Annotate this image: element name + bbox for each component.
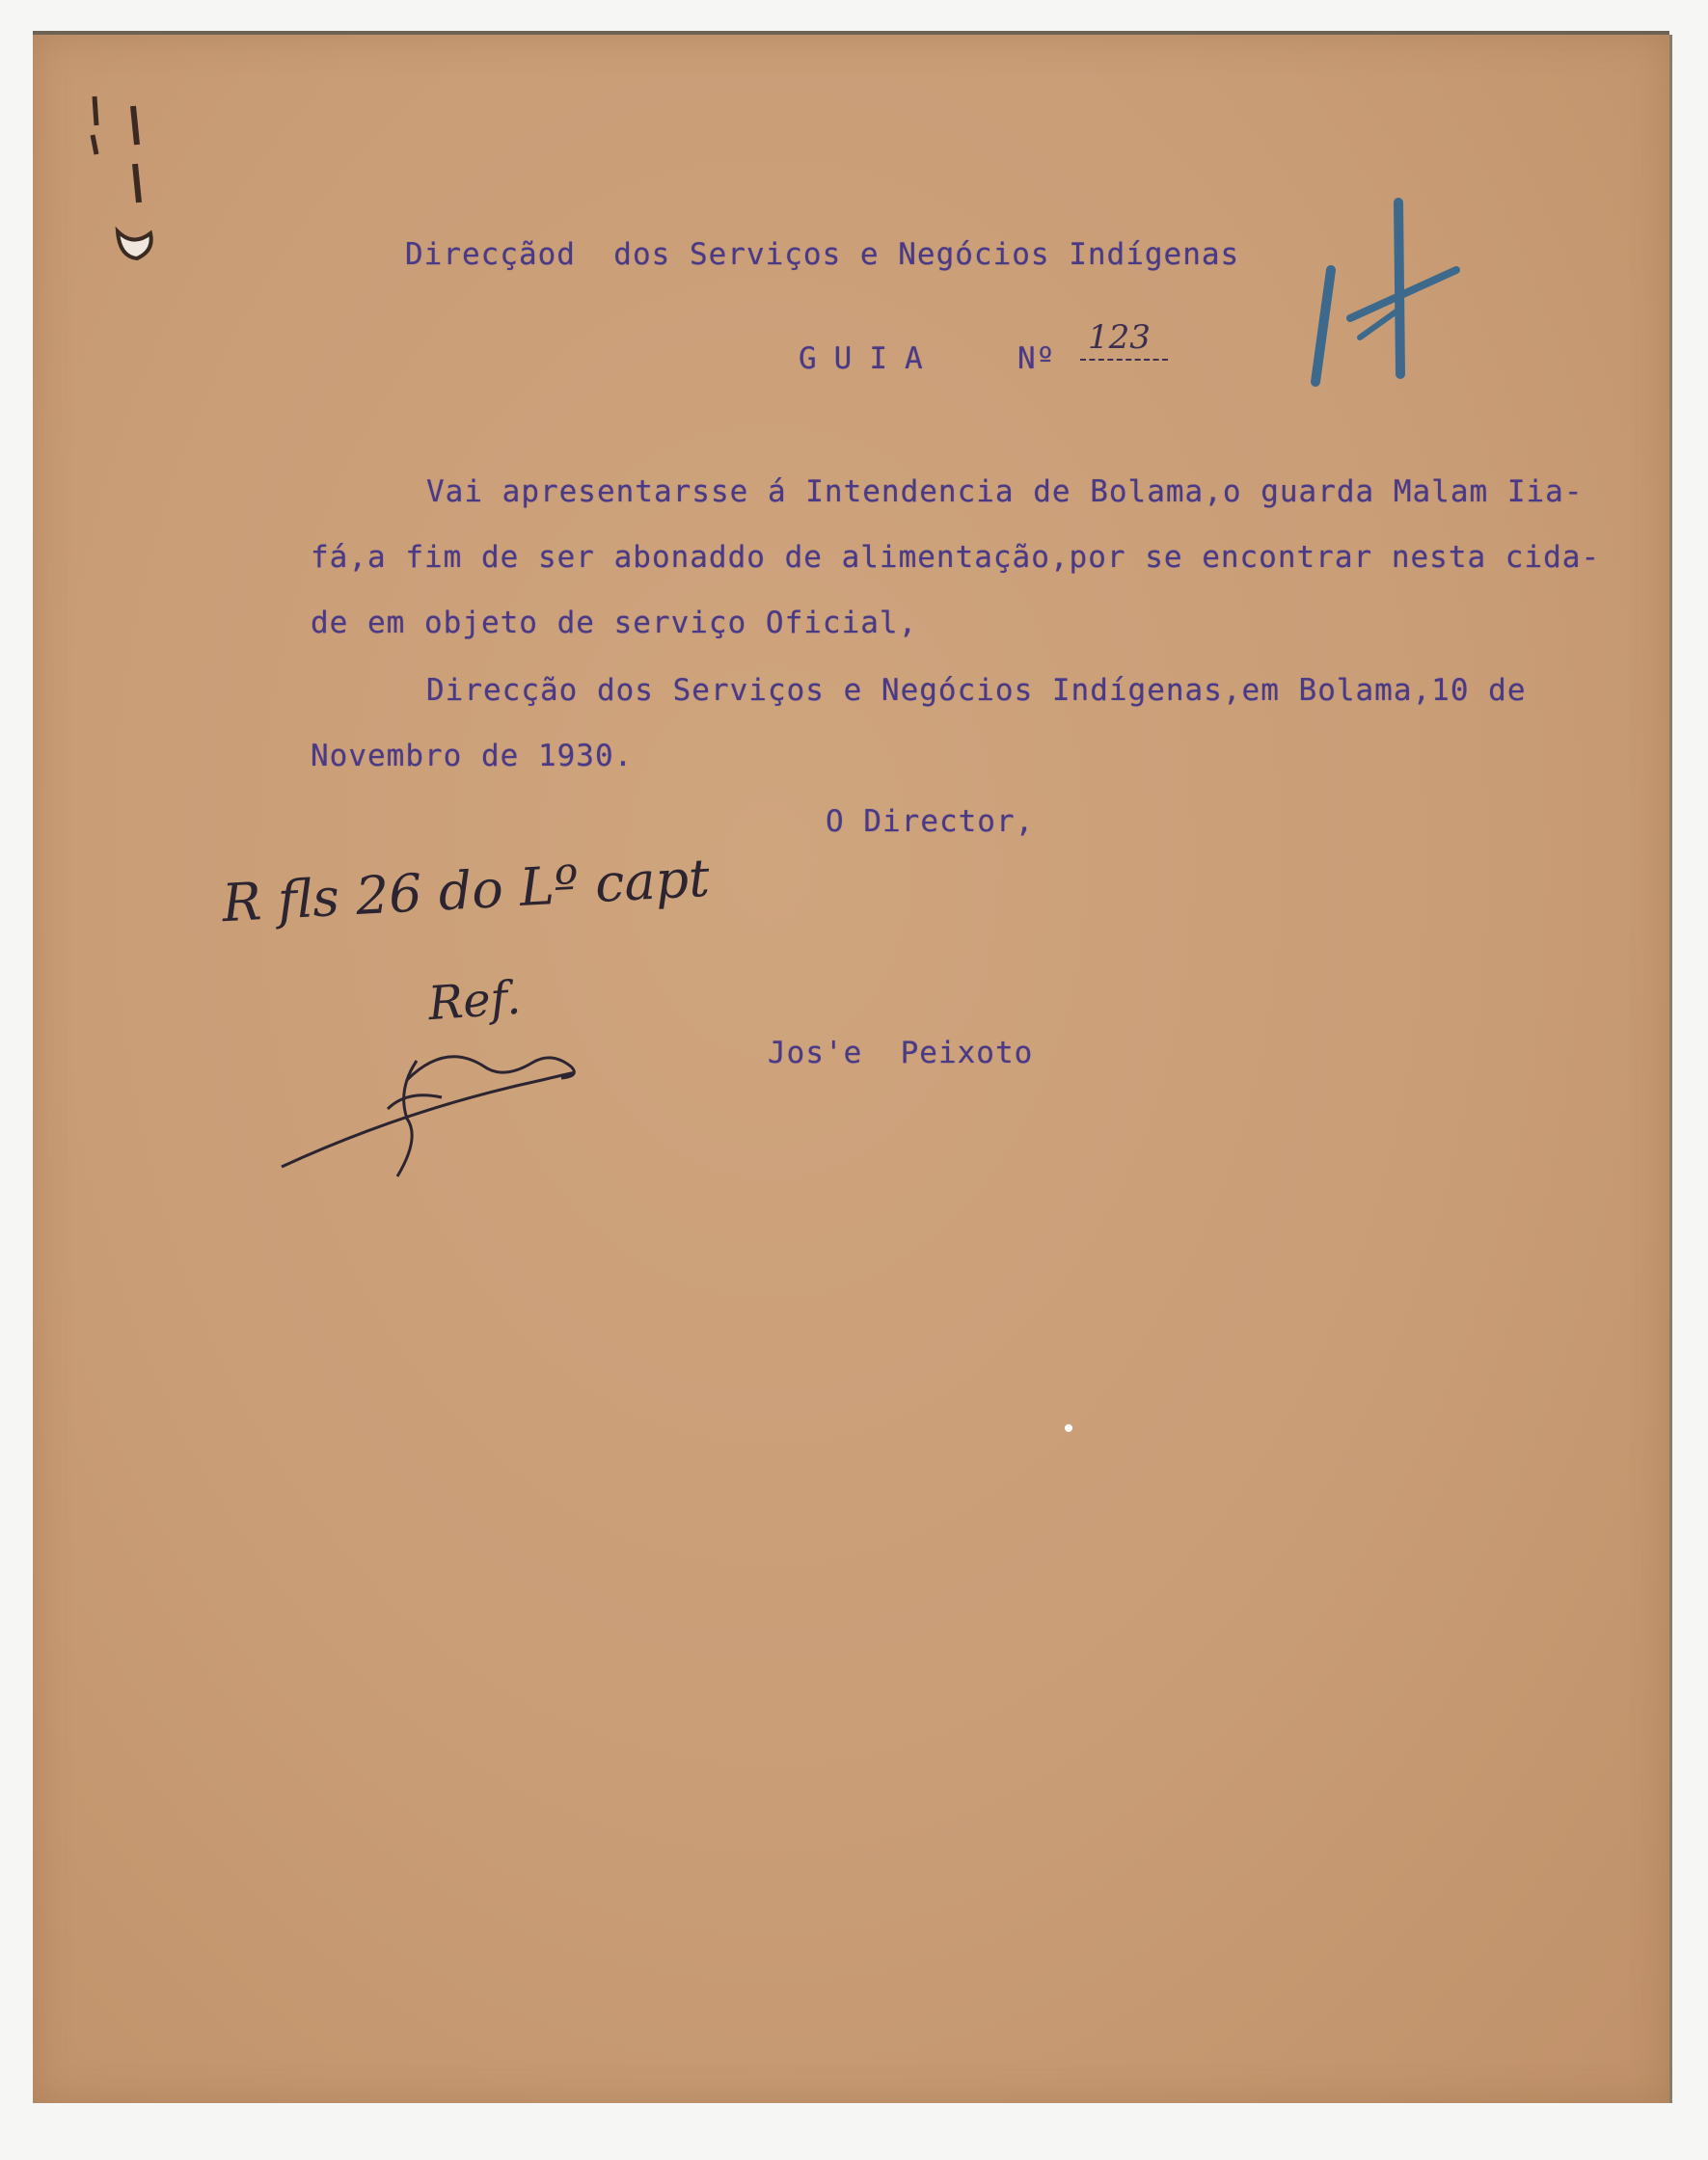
handwritten-note-line-2: Ref.: [426, 970, 523, 1032]
body-line-2: fá,a fim de ser abonaddo de alimentação,por se encontrar nesta cida-: [311, 540, 1601, 575]
body-line-4: Direcção dos Serviços e Negócios Indígenas,em Bolama,10 de: [426, 673, 1527, 708]
department-heading: Direcçãod dos Serviços e Negócios Indígenas: [405, 237, 1240, 272]
body-line-3: de em objeto de serviço Oficial,: [311, 606, 918, 640]
body-line-1: Vai apresentarsse á Intendencia de Bolama,o guarda Malam Iia-: [426, 474, 1584, 509]
body-line-5: Novembro de 1930.: [311, 739, 634, 773]
guia-number-value: 123: [1080, 318, 1168, 361]
handwritten-note-line-1: R fls 26 do Lº capt: [220, 847, 712, 934]
handwritten-signature: [214, 849, 716, 1196]
guia-title: GUIA: [799, 341, 940, 376]
closing-director: O Director,: [826, 804, 1035, 839]
binding-holes: [58, 58, 174, 270]
signer-name: Jos'e Peixoto: [768, 1036, 1034, 1070]
guia-number-label: Nº: [1017, 341, 1056, 376]
paper-speck: [1065, 1424, 1072, 1432]
folio-number-17: [1292, 193, 1485, 405]
